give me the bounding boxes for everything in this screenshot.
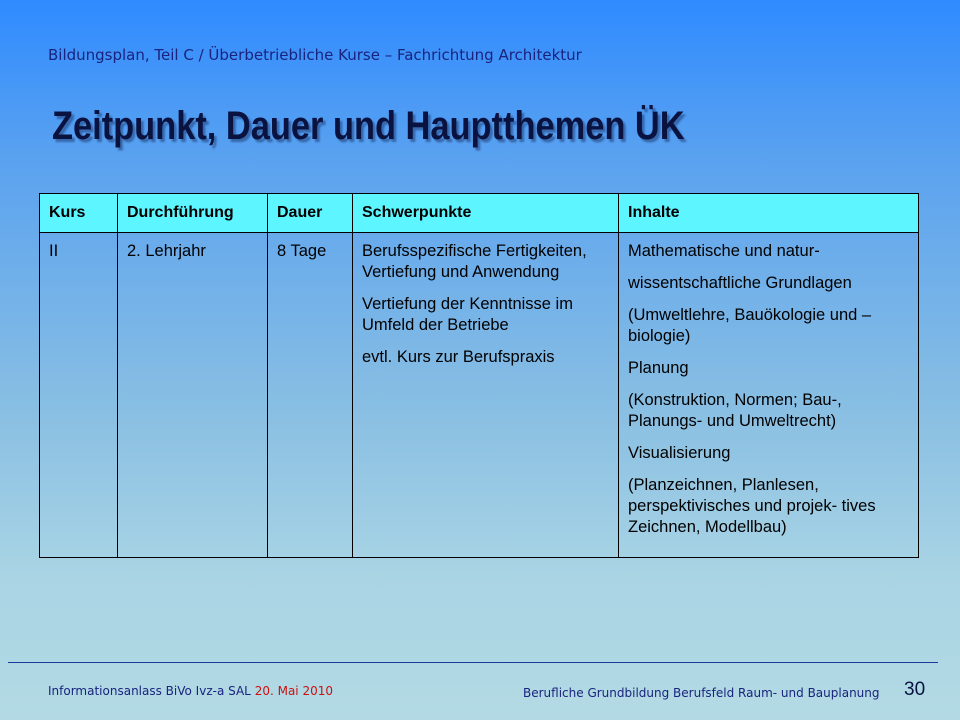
schwerpunkt-item: evtl. Kurs zur Berufspraxis — [362, 348, 555, 366]
inhalt-item: Mathematische und natur- — [628, 242, 820, 260]
header-schwerpunkte: Schwerpunkte — [353, 194, 619, 233]
cell-inhalte — [619, 233, 919, 558]
footer-right: Berufliche Grundbildung Berufsfeld Raum- und Bauplanung — [523, 686, 880, 700]
header-inhalte: Inhalte — [619, 194, 919, 233]
slide-header: Bildungsplan, Teil C / Überbetriebliche Kurse – Fachrichtung Architektur — [48, 46, 582, 64]
table-row — [40, 233, 919, 558]
inhalt-item: Visualisierung — [628, 444, 731, 462]
page-number: 30 — [904, 679, 926, 700]
inhalt-item: (Umweltlehre, Bauökologie und –biologie) — [628, 306, 872, 345]
cell-kurs: II — [40, 233, 118, 558]
footer-divider — [8, 662, 938, 663]
inhalt-item: wissentschaftliche Grundlagen — [628, 274, 852, 292]
header-dauer: Dauer — [268, 194, 353, 233]
header-kurs: Kurs — [40, 194, 118, 233]
cell-dauer: 8 Tage — [268, 233, 353, 558]
footer-left — [48, 684, 333, 698]
slide-title: Zeitpunkt, Dauer und Hauptthemen ÜK — [52, 104, 685, 148]
cell-durchfuehrung: 2. Lehrjahr — [118, 233, 268, 558]
schwerpunkt-item: Berufsspezifische Fertigkeiten, Vertiefung und Anwendung — [362, 242, 587, 281]
course-table — [39, 193, 919, 558]
cell-schwerpunkte — [353, 233, 619, 558]
schwerpunkt-item: Vertiefung der Kenntnisse im Umfeld der Betriebe — [362, 295, 573, 334]
header-durchfuehrung: Durchführung — [118, 194, 268, 233]
table-header-row — [40, 194, 919, 233]
inhalt-item: (Konstruktion, Normen; Bau-, Planungs- und Umweltrecht) — [628, 391, 842, 430]
inhalt-item: Planung — [628, 359, 689, 377]
footer-event: Informationsanlass BiVo Ivz-a SAL — [48, 684, 251, 698]
inhalt-item: (Planzeichnen, Planlesen, perspektivisches und projek- tives Zeichnen, Modellbau) — [628, 476, 876, 536]
footer-date: 20. Mai 2010 — [254, 684, 333, 698]
